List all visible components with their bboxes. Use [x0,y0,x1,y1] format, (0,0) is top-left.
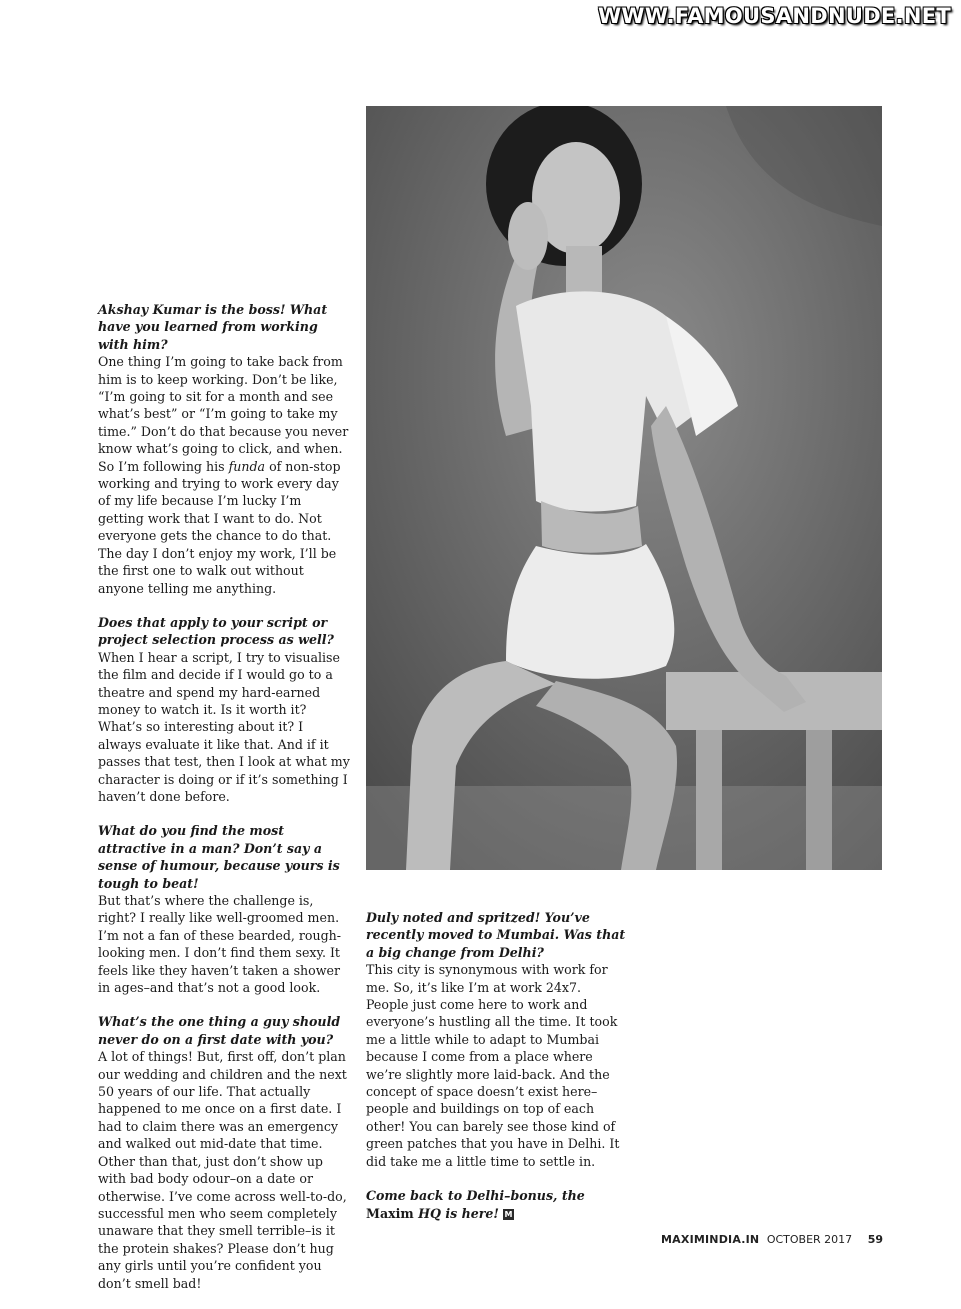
question: What do you find the most attractive in a man? Don’t say a sense of humour, because yours is tough to beat! [98,823,340,891]
footer-site: MAXIMINDIA.IN [661,1233,760,1246]
qa-block [98,1013,350,1292]
left-column [98,301,350,1309]
end-mark-icon: M [504,1209,513,1219]
answer-text: One thing I’m going to take back from him is to keep working. Don’t be like, “I’m going to sit for a month and see what’s best” or “I’m going to take my time.” Don’t do that because you never know what’s going to click, and when. So I’m following his [98,354,349,474]
closing-brand: Maxim [366,1205,414,1221]
qa-block [98,822,350,996]
answer: This city is synonymous with work for me. So, it’s like I’m at work 24x7. People just come here to work and everyone’s hustling all the time. It took me a little while to adapt to Mumbai because I come from a place where we’re slightly more laid-back. And the concept of space doesn’t exist here–people and buildings on top of each other! You can barely see those kind of green patches that you have in Delhi. It did take me a little time to settle in. [366,962,620,1169]
page-footer [661,1233,883,1246]
answer [98,353,350,597]
question: Akshay Kumar is the boss! What have you learned from working with him? [98,302,328,352]
qa-block [98,614,350,805]
answer-text: of non-stop working and trying to work every day of my life because I’m lucky I’m getting work that I want to do. Not everyone gets the chance to do that. The day I don’t enjoy my work, I’ll be the first one to walk out without anyone telling me anything. [98,458,341,596]
question: Does that apply to your script or project selection process as well? [98,614,334,648]
page-number: 59 [867,1233,883,1246]
watermark: WWW.FAMOUSANDNUDE.NET [597,4,951,28]
closing-text: Come back to Delhi–bonus, the [366,1188,585,1204]
photo-illustration [366,106,882,870]
right-column [366,909,626,1222]
question: Duly noted and spritzed! You’ve recently moved to Mumbai. Was that a big change from Delhi? [366,910,626,960]
footer-issue: OCTOBER 2017 [766,1233,853,1246]
closing-question [366,1187,626,1222]
answer: But that’s where the challenge is, right? I really like well-groomed men. I’m not a fan of these bearded, rough-looking men. I don’t find them sexy. It feels like they haven’t taken a shower in ages–and that’s not a good look. [98,893,342,996]
question: What’s the one thing a guy should never do on a first date with you? [98,1014,341,1047]
answer: A lot of things! But, first off, don’t plan our wedding and children and the next 50 years of our life. That actually happened to me once on a first date. I had to claim there was an emergency and walked out mid-date that time. Other than that, just don’t show up with bad body odour–on a date or otherwise. I’ve come across well-to-do, successful men who seem completely unaware that they smell terrible–is it the protein shakes? Please don’t hug any girls until you’re confident you don’t smell bad! [98,1049,347,1291]
answer-italic: funda [228,458,266,474]
answer: When I hear a script, I try to visualise the film and decide if I would go to a theatre and spend my hard-earned money to watch it. Is it worth it? What’s so interesting about it? I always evaluate it like that. And if it passes that test, then I look at what my character is doing or if it’s something I haven’t done before. [98,649,350,804]
feature-photo [366,106,882,870]
qa-block [98,301,350,597]
qa-block [366,909,626,1170]
closing-text: HQ is here! [413,1205,499,1221]
